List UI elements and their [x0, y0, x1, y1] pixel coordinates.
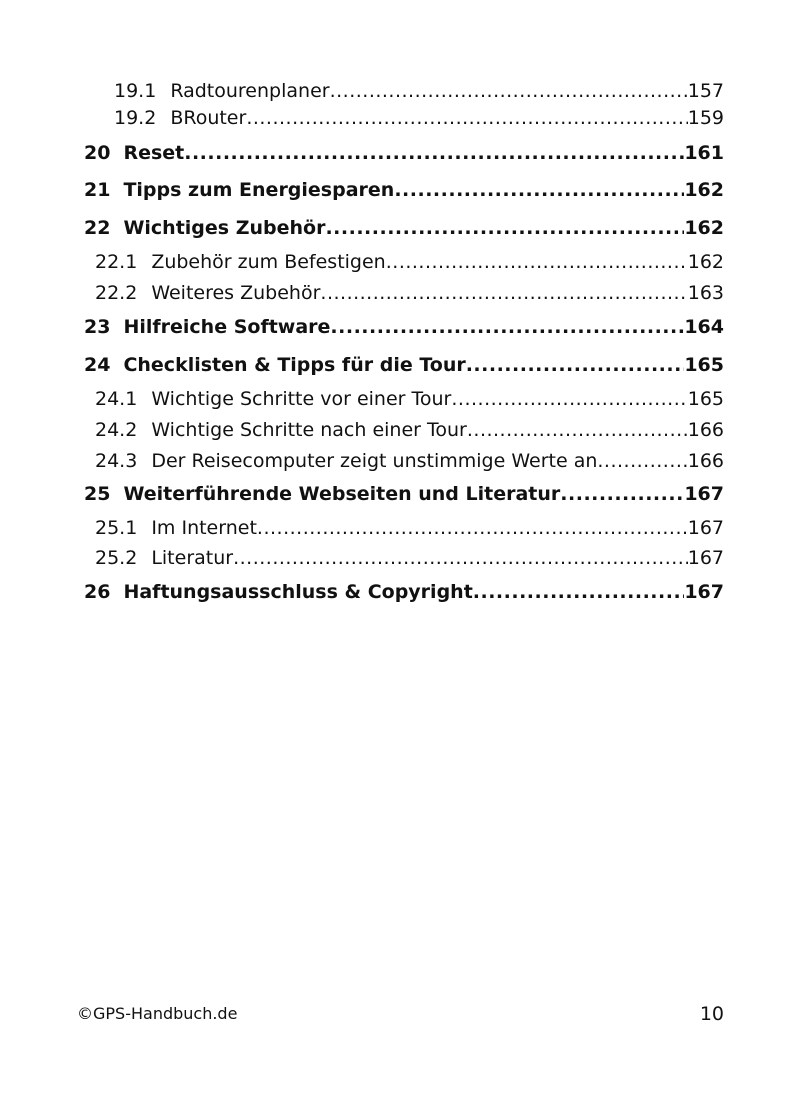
toc-entry-page: 167: [684, 581, 724, 603]
toc-entry-number: 22.1: [95, 251, 138, 273]
toc-dot-leader: [394, 179, 684, 201]
toc-dot-leader: [184, 142, 684, 164]
toc-dot-leader: [560, 483, 684, 505]
toc-entry-24-3[interactable]: [95, 450, 724, 472]
toc-entry-25-1[interactable]: [95, 517, 724, 539]
toc-dot-leader: [597, 450, 687, 472]
toc-entry-25-2[interactable]: [95, 547, 724, 569]
toc-entry-title: Weiterführende Webseiten und Literatur: [123, 483, 561, 505]
toc-entry-title: Der Reisecomputer zeigt unstimmige Werte an: [151, 450, 598, 472]
toc-entry-19-2[interactable]: [114, 107, 724, 129]
toc-entry-number: 24: [84, 354, 111, 376]
toc-entry-title: Im Internet: [151, 517, 257, 539]
toc-entry-title: Checklisten & Tipps für die Tour: [123, 354, 466, 376]
toc-entry-page: 162: [684, 217, 724, 239]
toc-entry-number: 23: [84, 316, 111, 338]
toc-entry-number: 22.2: [95, 282, 138, 304]
toc-entry-page: 162: [684, 179, 724, 201]
toc-entry-20[interactable]: [84, 142, 724, 164]
toc-dot-leader: [451, 388, 687, 410]
toc-entry-page: 167: [687, 547, 724, 569]
toc-dot-leader: [233, 547, 688, 569]
toc-entry-24-2[interactable]: [95, 419, 724, 441]
toc-entry-page: 167: [687, 517, 724, 539]
toc-dot-leader: [386, 251, 688, 273]
toc-entry-number: 25: [84, 483, 111, 505]
toc-entry-number: 26: [84, 581, 111, 603]
toc-entry-number: 19.1: [114, 80, 157, 102]
toc-entry-number: 25.1: [95, 517, 138, 539]
toc-entry-page: 165: [687, 388, 724, 410]
toc-entry-number: 19.2: [114, 107, 157, 129]
toc-entry-page: 167: [684, 483, 724, 505]
footer-copyright: ©GPS-Handbuch.de: [77, 1004, 238, 1023]
toc-entry-23[interactable]: [84, 316, 724, 338]
toc-entry-number: 20: [84, 142, 111, 164]
toc-entry-26[interactable]: [84, 581, 724, 603]
toc-dot-leader: [473, 581, 685, 603]
toc-entry-title: Zubehör zum Befestigen: [151, 251, 386, 273]
toc-entry-title: Radtourenplaner: [170, 80, 330, 102]
toc-entry-title: Literatur: [151, 547, 234, 569]
toc-entry-title: Wichtige Schritte nach einer Tour: [151, 419, 467, 441]
toc-entry-title: Weiteres Zubehör: [151, 282, 321, 304]
toc-entry-24[interactable]: [84, 354, 724, 376]
toc-entry-title: Wichtiges Zubehör: [123, 217, 326, 239]
toc-entry-22-2[interactable]: [95, 282, 724, 304]
toc-dot-leader: [246, 107, 687, 129]
toc-entry-page: 162: [687, 251, 724, 273]
toc-entry-22[interactable]: [84, 217, 724, 239]
toc-entry-19-1[interactable]: [114, 80, 724, 102]
toc-entry-title: BRouter: [170, 107, 247, 129]
toc-entry-title: Tipps zum Energiesparen: [123, 179, 395, 201]
toc-dot-leader: [467, 419, 688, 441]
toc-entry-page: 166: [687, 419, 724, 441]
toc-entry-page: 165: [684, 354, 724, 376]
toc-dot-leader: [257, 517, 688, 539]
toc-entry-21[interactable]: [84, 179, 724, 201]
toc-entry-page: 166: [687, 450, 724, 472]
toc-entry-title: Hilfreiche Software: [123, 316, 331, 338]
toc-dot-leader: [466, 354, 685, 376]
toc-dot-leader: [330, 316, 684, 338]
toc-entry-title: Haftungsausschluss & Copyright: [123, 581, 473, 603]
toc-entry-number: 25.2: [95, 547, 138, 569]
toc-entry-page: 161: [684, 142, 724, 164]
toc-entry-title: Wichtige Schritte vor einer Tour: [151, 388, 452, 410]
toc-dot-leader: [330, 80, 688, 102]
toc-dot-leader: [320, 282, 687, 304]
toc-entry-page: 163: [687, 282, 724, 304]
toc-entry-22-1[interactable]: [95, 251, 724, 273]
toc-entry-page: 159: [687, 107, 724, 129]
toc-entry-24-1[interactable]: [95, 388, 724, 410]
toc-entry-number: 24.3: [95, 450, 138, 472]
footer-page-number: 10: [699, 1003, 724, 1025]
toc-entry-page: 164: [684, 316, 724, 338]
toc-entry-25[interactable]: [84, 483, 724, 505]
toc-entry-page: 157: [687, 80, 724, 102]
toc-dot-leader: [325, 217, 684, 239]
toc-entry-number: 22: [84, 217, 111, 239]
toc-entry-number: 21: [84, 179, 111, 201]
toc-entry-title: Reset: [123, 142, 185, 164]
toc-entry-number: 24.2: [95, 419, 138, 441]
toc-entry-number: 24.1: [95, 388, 138, 410]
